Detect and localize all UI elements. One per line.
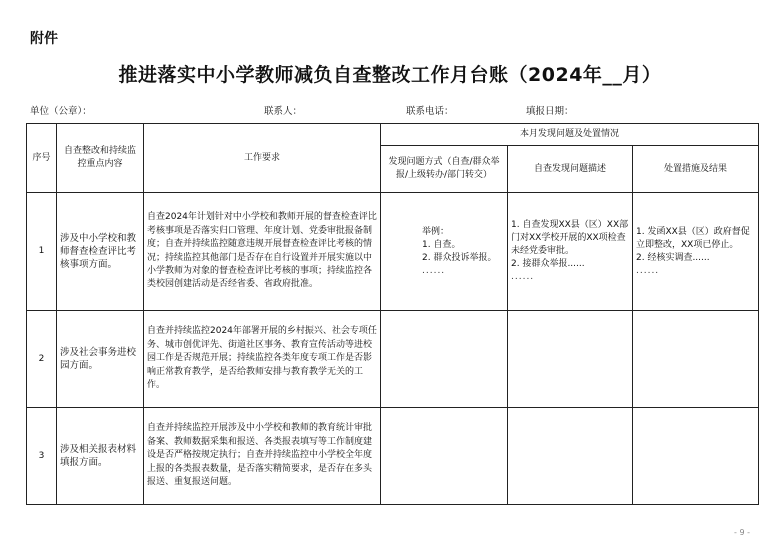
header-measures: 处置措施及结果 xyxy=(633,146,759,193)
page-number: - 9 - xyxy=(734,528,750,537)
description-dots: ...... xyxy=(511,272,535,282)
table-row xyxy=(27,311,759,408)
row-number: 2 xyxy=(27,311,57,408)
row-method xyxy=(381,408,508,505)
row-description xyxy=(508,311,633,408)
description-item: 1. 自查发现XX县（区）XX部门对XX学校开展的XX项检查未经党委审批。 xyxy=(511,220,629,256)
method-item: 1. 自查。 xyxy=(422,239,461,250)
row-focus: 涉及相关报表材料填报方面。 xyxy=(57,408,144,505)
row-requirement: 自查并持续监控2024年部署开展的乡村振兴、社会专项任务、城市创优评先、街道社区事务、教育宣传活动等进校园工作是否规范开展；持续监控各类年度专项工作是否影响正常教育教学，是否给教师安排与教育教学无关的工作。 xyxy=(144,311,381,408)
row-requirement: 自查并持续监控开展涉及中小学校和教师的教育统计审批备案、教师数据采集和报送、各类报表填写等工作制度建设是否严格按规定执行；自查并持续监控中小学校全年度上报的各类报表数量，是否落实精简要求，是否存在多头报送、重复报送问题。 xyxy=(144,408,381,505)
row-number: 1 xyxy=(27,193,57,311)
measure-item: 2. 经核实调查...... xyxy=(636,252,710,263)
attachment-label: 附件 xyxy=(30,31,58,47)
row-measures xyxy=(633,193,759,311)
table-row xyxy=(27,193,759,311)
header-description: 自查发现问题描述 xyxy=(508,146,633,193)
row-measures xyxy=(633,408,759,505)
measure-dots: ...... xyxy=(636,265,660,276)
meta-unit: 单位（公章）： xyxy=(30,106,92,117)
row-description xyxy=(508,408,633,505)
meta-phone: 联系电话： xyxy=(406,106,454,117)
table-row xyxy=(27,408,759,505)
method-item: 2. 群众投诉举报。 xyxy=(422,252,497,263)
page-title: 推进落实中小学教师减负自查整改工作月台账（2024年__月） xyxy=(118,64,662,86)
measure-item: 1. 发函XX县（区）政府督促立即整改，XX项已停止。 xyxy=(636,226,750,250)
header-method: 发现问题方式（自查/群众举报/上级转办/部门转交） xyxy=(381,146,508,193)
row-focus: 涉及中小学校和教师督查检查评比考核事项方面。 xyxy=(57,193,144,311)
ledger-table xyxy=(26,123,759,505)
row-method xyxy=(381,311,508,408)
header-requirement: 工作要求 xyxy=(144,124,381,193)
method-title: 举例： xyxy=(422,226,450,237)
description-item: 2. 接群众举报...... xyxy=(511,259,585,269)
header-seq: 序号 xyxy=(27,124,57,193)
row-requirement: 自查2024年计划针对中小学校和教师开展的督查检查评比考核事项是否落实归口管理、年度计划、党委审批报备制度；自查并持续监控随意违规开展督查检查评比考核的情况；持续监控其他部门是否存在自行设置并开展实施以中小学教师为对象的督查检查评比考核的事项；持续监控各类校园创建活动是否经省委、省政府批准。 xyxy=(144,193,381,311)
row-method xyxy=(381,193,508,311)
header-focus: 自查整改和持续监控重点内容 xyxy=(57,124,144,193)
meta-date: 填报日期： xyxy=(526,106,574,117)
header-monthly: 本月发现问题及处置情况 xyxy=(381,124,759,146)
row-description xyxy=(508,193,633,311)
row-focus: 涉及社会事务进校园方面。 xyxy=(57,311,144,408)
meta-contact: 联系人： xyxy=(264,106,303,117)
row-number: 3 xyxy=(27,408,57,505)
method-dots: ...... xyxy=(422,265,446,276)
row-measures xyxy=(633,311,759,408)
